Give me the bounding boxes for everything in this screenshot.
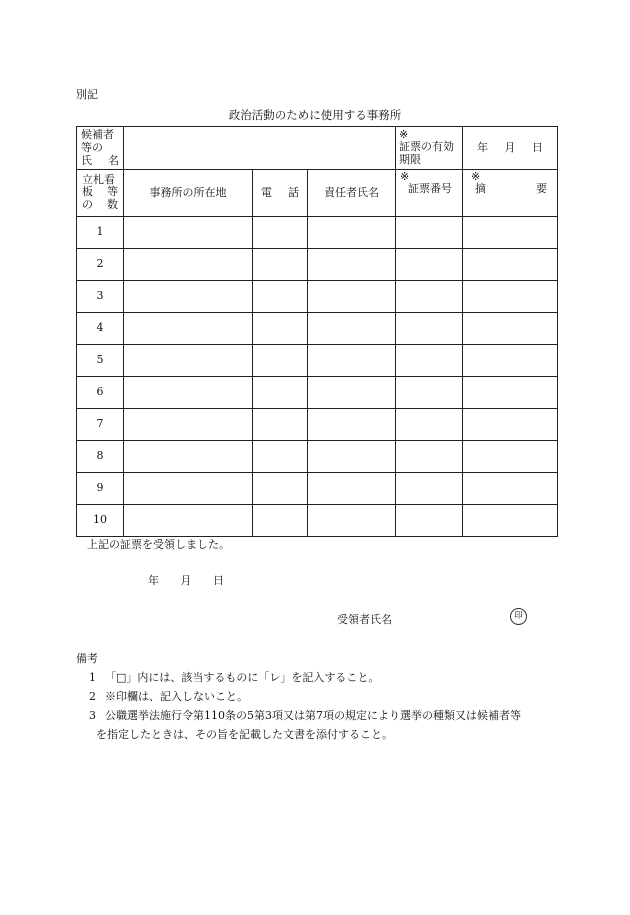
address-header: 事務所の所在地 bbox=[124, 169, 253, 216]
count-header-line1: 立札看 bbox=[82, 172, 115, 186]
row-number: 6 bbox=[77, 376, 124, 408]
summary-mark: ※ bbox=[471, 169, 481, 183]
cert-number-cell[interactable] bbox=[396, 408, 463, 440]
candidate-name-field[interactable] bbox=[124, 127, 396, 170]
responsible-header: 責任者氏名 bbox=[308, 169, 396, 216]
table-row bbox=[77, 472, 558, 504]
table-row bbox=[77, 504, 558, 536]
responsible-cell[interactable] bbox=[308, 280, 396, 312]
count-header-suu: 数 bbox=[107, 197, 118, 211]
row-number: 4 bbox=[77, 312, 124, 344]
address-cell[interactable] bbox=[124, 280, 253, 312]
address-cell[interactable] bbox=[124, 504, 253, 536]
address-cell[interactable] bbox=[124, 248, 253, 280]
remark-number: 3 bbox=[89, 709, 96, 722]
remark-item bbox=[89, 707, 521, 723]
table-row bbox=[77, 344, 558, 376]
remark-text: ※印欄は、記入しないこと。 bbox=[105, 690, 248, 703]
table-row bbox=[77, 408, 558, 440]
remark-text: 「□」内には、該当するものに「レ」を記入すること。 bbox=[105, 671, 380, 684]
table-row bbox=[77, 280, 558, 312]
attachment-label: 別記 bbox=[76, 88, 98, 101]
receipt-year-label: 年 bbox=[148, 574, 159, 587]
summary-cell[interactable] bbox=[463, 376, 558, 408]
address-cell[interactable] bbox=[124, 312, 253, 344]
address-cell[interactable] bbox=[124, 408, 253, 440]
remark-continuation: を指定したときは、その旨を記載した文書を添付すること。 bbox=[96, 728, 393, 741]
validity-month-label: 月 bbox=[504, 141, 516, 155]
summary-header bbox=[463, 169, 558, 216]
phone-cell[interactable] bbox=[253, 408, 308, 440]
receipt-month-label: 月 bbox=[180, 574, 192, 587]
validity-mark: ※ bbox=[399, 128, 409, 142]
table-row bbox=[77, 216, 558, 248]
responsible-cell[interactable] bbox=[308, 408, 396, 440]
validity-label: 証票の有効期限 bbox=[399, 140, 455, 167]
cert-number-cell[interactable] bbox=[396, 216, 463, 248]
responsible-cell[interactable] bbox=[308, 312, 396, 344]
address-cell[interactable] bbox=[124, 216, 253, 248]
phone-cell[interactable] bbox=[253, 344, 308, 376]
summary-cell[interactable] bbox=[463, 216, 558, 248]
address-cell[interactable] bbox=[124, 472, 253, 504]
remark-number: 2 bbox=[89, 690, 96, 703]
row-number: 2 bbox=[77, 248, 124, 280]
phone-cell[interactable] bbox=[253, 440, 308, 472]
row-number: 10 bbox=[77, 504, 124, 536]
office-form-table bbox=[76, 126, 558, 537]
responsible-cell[interactable] bbox=[308, 504, 396, 536]
validity-label-cell bbox=[396, 127, 463, 170]
row-number: 8 bbox=[77, 440, 124, 472]
candidate-label-line1: 候補者等の bbox=[81, 128, 114, 155]
summary-cell[interactable] bbox=[463, 440, 558, 472]
summary-label-b: 要 bbox=[536, 181, 548, 195]
cert-number-mark: ※ bbox=[400, 169, 410, 183]
address-cell[interactable] bbox=[124, 344, 253, 376]
cert-number-cell[interactable] bbox=[396, 472, 463, 504]
responsible-cell[interactable] bbox=[308, 376, 396, 408]
remark-text: 公職選挙法施行令第110条の5第3項又は第7項の規定により選挙の種類又は候補者等 bbox=[105, 709, 521, 722]
phone-header-b: 話 bbox=[288, 185, 299, 199]
remarks-heading: 備考 bbox=[76, 652, 98, 665]
validity-year-label: 年 bbox=[477, 141, 489, 155]
phone-header-a: 電 bbox=[261, 185, 272, 199]
table-row bbox=[77, 248, 558, 280]
recipient-name-label: 受領者氏名 bbox=[337, 613, 392, 626]
remark-item bbox=[89, 688, 248, 704]
responsible-cell[interactable] bbox=[308, 216, 396, 248]
seal-icon: 印 bbox=[510, 608, 527, 625]
row-number: 3 bbox=[77, 280, 124, 312]
address-cell[interactable] bbox=[124, 376, 253, 408]
cert-number-label: 証票番号 bbox=[408, 181, 453, 195]
cert-number-header bbox=[396, 169, 463, 216]
validity-day-label: 日 bbox=[531, 141, 543, 155]
count-header-no: の bbox=[82, 197, 93, 211]
phone-header bbox=[253, 169, 308, 216]
phone-cell[interactable] bbox=[253, 280, 308, 312]
row-number: 1 bbox=[77, 216, 124, 248]
header-row bbox=[77, 127, 558, 170]
candidate-label-mei: 名 bbox=[108, 154, 119, 168]
table-row bbox=[77, 376, 558, 408]
cert-number-cell[interactable] bbox=[396, 248, 463, 280]
cert-number-cell[interactable] bbox=[396, 376, 463, 408]
table-row bbox=[77, 312, 558, 344]
summary-cell[interactable] bbox=[463, 280, 558, 312]
remark-number: 1 bbox=[89, 671, 96, 684]
phone-cell[interactable] bbox=[253, 248, 308, 280]
remark-item bbox=[89, 669, 379, 685]
count-header-cell bbox=[77, 169, 124, 216]
cert-number-cell[interactable] bbox=[396, 344, 463, 376]
summary-label-a: 摘 bbox=[475, 181, 487, 195]
cert-number-cell[interactable] bbox=[396, 440, 463, 472]
row-number: 7 bbox=[77, 408, 124, 440]
summary-cell[interactable] bbox=[463, 312, 558, 344]
address-cell[interactable] bbox=[124, 440, 253, 472]
summary-cell[interactable] bbox=[463, 408, 558, 440]
responsible-cell[interactable] bbox=[308, 248, 396, 280]
candidate-label-cell bbox=[77, 127, 124, 170]
table-row bbox=[77, 440, 558, 472]
phone-cell[interactable] bbox=[253, 216, 308, 248]
receipt-day-label: 日 bbox=[213, 574, 224, 587]
row-number: 5 bbox=[77, 344, 124, 376]
summary-cell[interactable] bbox=[463, 344, 558, 376]
candidate-label-shi: 氏 bbox=[81, 154, 92, 168]
cert-number-cell[interactable] bbox=[396, 312, 463, 344]
phone-cell[interactable] bbox=[253, 312, 308, 344]
phone-cell[interactable] bbox=[253, 472, 308, 504]
receipt-date[interactable] bbox=[148, 572, 242, 588]
summary-cell[interactable] bbox=[463, 472, 558, 504]
row-number: 9 bbox=[77, 472, 124, 504]
column-header-row bbox=[77, 169, 558, 216]
count-header-ita: 板 bbox=[82, 185, 93, 199]
form-title: 政治活動のために使用する事務所 bbox=[228, 108, 402, 122]
cert-number-cell[interactable] bbox=[396, 280, 463, 312]
responsible-cell[interactable] bbox=[308, 440, 396, 472]
validity-date-field[interactable] bbox=[463, 127, 558, 170]
count-header-tou: 等 bbox=[107, 185, 118, 199]
summary-cell[interactable] bbox=[463, 504, 558, 536]
phone-cell[interactable] bbox=[253, 376, 308, 408]
summary-cell[interactable] bbox=[463, 248, 558, 280]
phone-cell[interactable] bbox=[253, 504, 308, 536]
cert-number-cell[interactable] bbox=[396, 504, 463, 536]
receipt-note: 上記の証票を受領しました。 bbox=[87, 538, 230, 551]
responsible-cell[interactable] bbox=[308, 344, 396, 376]
responsible-cell[interactable] bbox=[308, 472, 396, 504]
